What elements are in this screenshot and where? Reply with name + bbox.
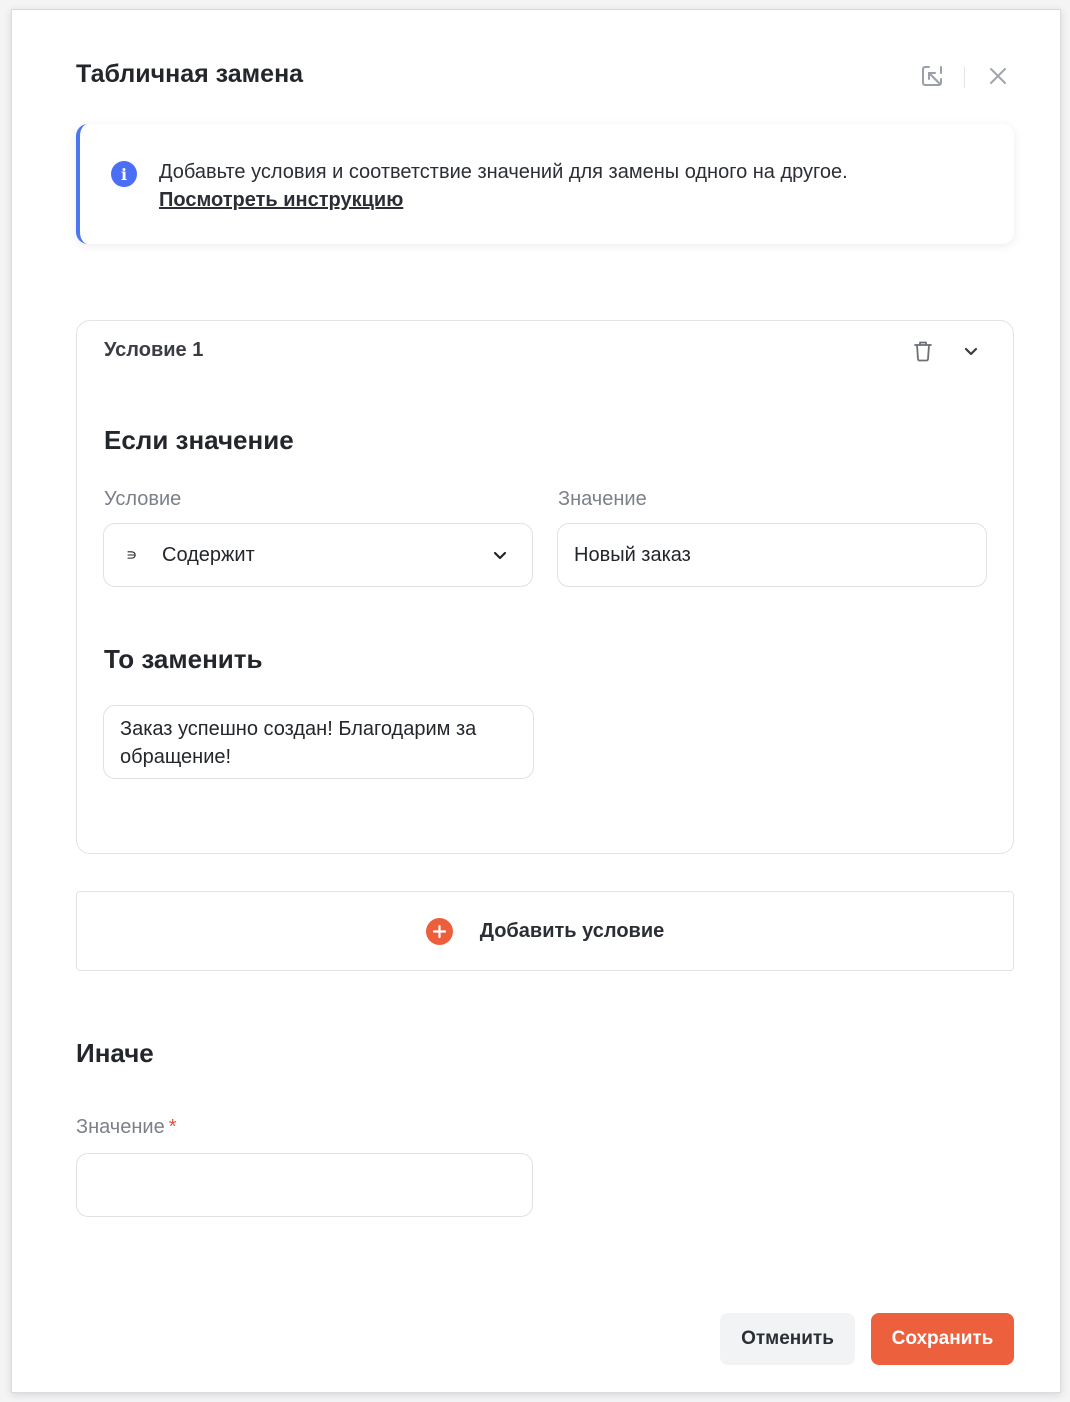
condition-select-value: Содержит [162, 543, 255, 566]
header-divider [964, 66, 965, 88]
chevron-down-icon [490, 545, 510, 565]
condition-label: Условие [104, 488, 182, 510]
if-value-heading: Если значение [104, 425, 294, 455]
info-banner [76, 124, 1014, 244]
info-text: Добавьте условия и соответствие значений для замены одного на другое. [159, 161, 848, 183]
condition-card [76, 320, 1014, 854]
required-mark: * [168, 1116, 177, 1138]
replace-textarea[interactable] [103, 705, 534, 779]
info-icon: i [111, 161, 137, 187]
chevron-down-icon[interactable] [957, 337, 985, 365]
close-icon[interactable] [985, 63, 1011, 89]
else-value-label-text: Значение [76, 1116, 165, 1138]
trash-icon[interactable] [909, 337, 937, 365]
condition-title: Условие 1 [104, 339, 204, 361]
else-value-input[interactable] [76, 1153, 533, 1217]
save-button[interactable]: Сохранить [871, 1313, 1014, 1365]
plus-circle-icon [426, 918, 453, 945]
table-replace-dialog [11, 9, 1061, 1393]
value-input-text: Новый заказ [574, 543, 691, 566]
replace-textarea-text: Заказ успешно создан! Благодарим за обращение! [120, 718, 477, 768]
cancel-button[interactable]: Отменить [720, 1313, 855, 1365]
dialog-title: Табличная замена [76, 60, 304, 88]
add-condition-button[interactable] [76, 891, 1014, 971]
value-label: Значение [558, 488, 647, 510]
instruction-link[interactable]: Посмотреть инструкцию [159, 189, 404, 211]
else-value-label [76, 1116, 177, 1139]
contains-symbol-icon: ∍ [126, 547, 138, 564]
then-replace-heading: То заменить [104, 644, 263, 674]
value-input[interactable] [557, 523, 987, 587]
add-condition-label: Добавить условие [479, 919, 665, 942]
collapse-window-icon[interactable] [919, 63, 945, 89]
else-heading: Иначе [76, 1038, 154, 1068]
condition-select[interactable] [103, 523, 533, 587]
